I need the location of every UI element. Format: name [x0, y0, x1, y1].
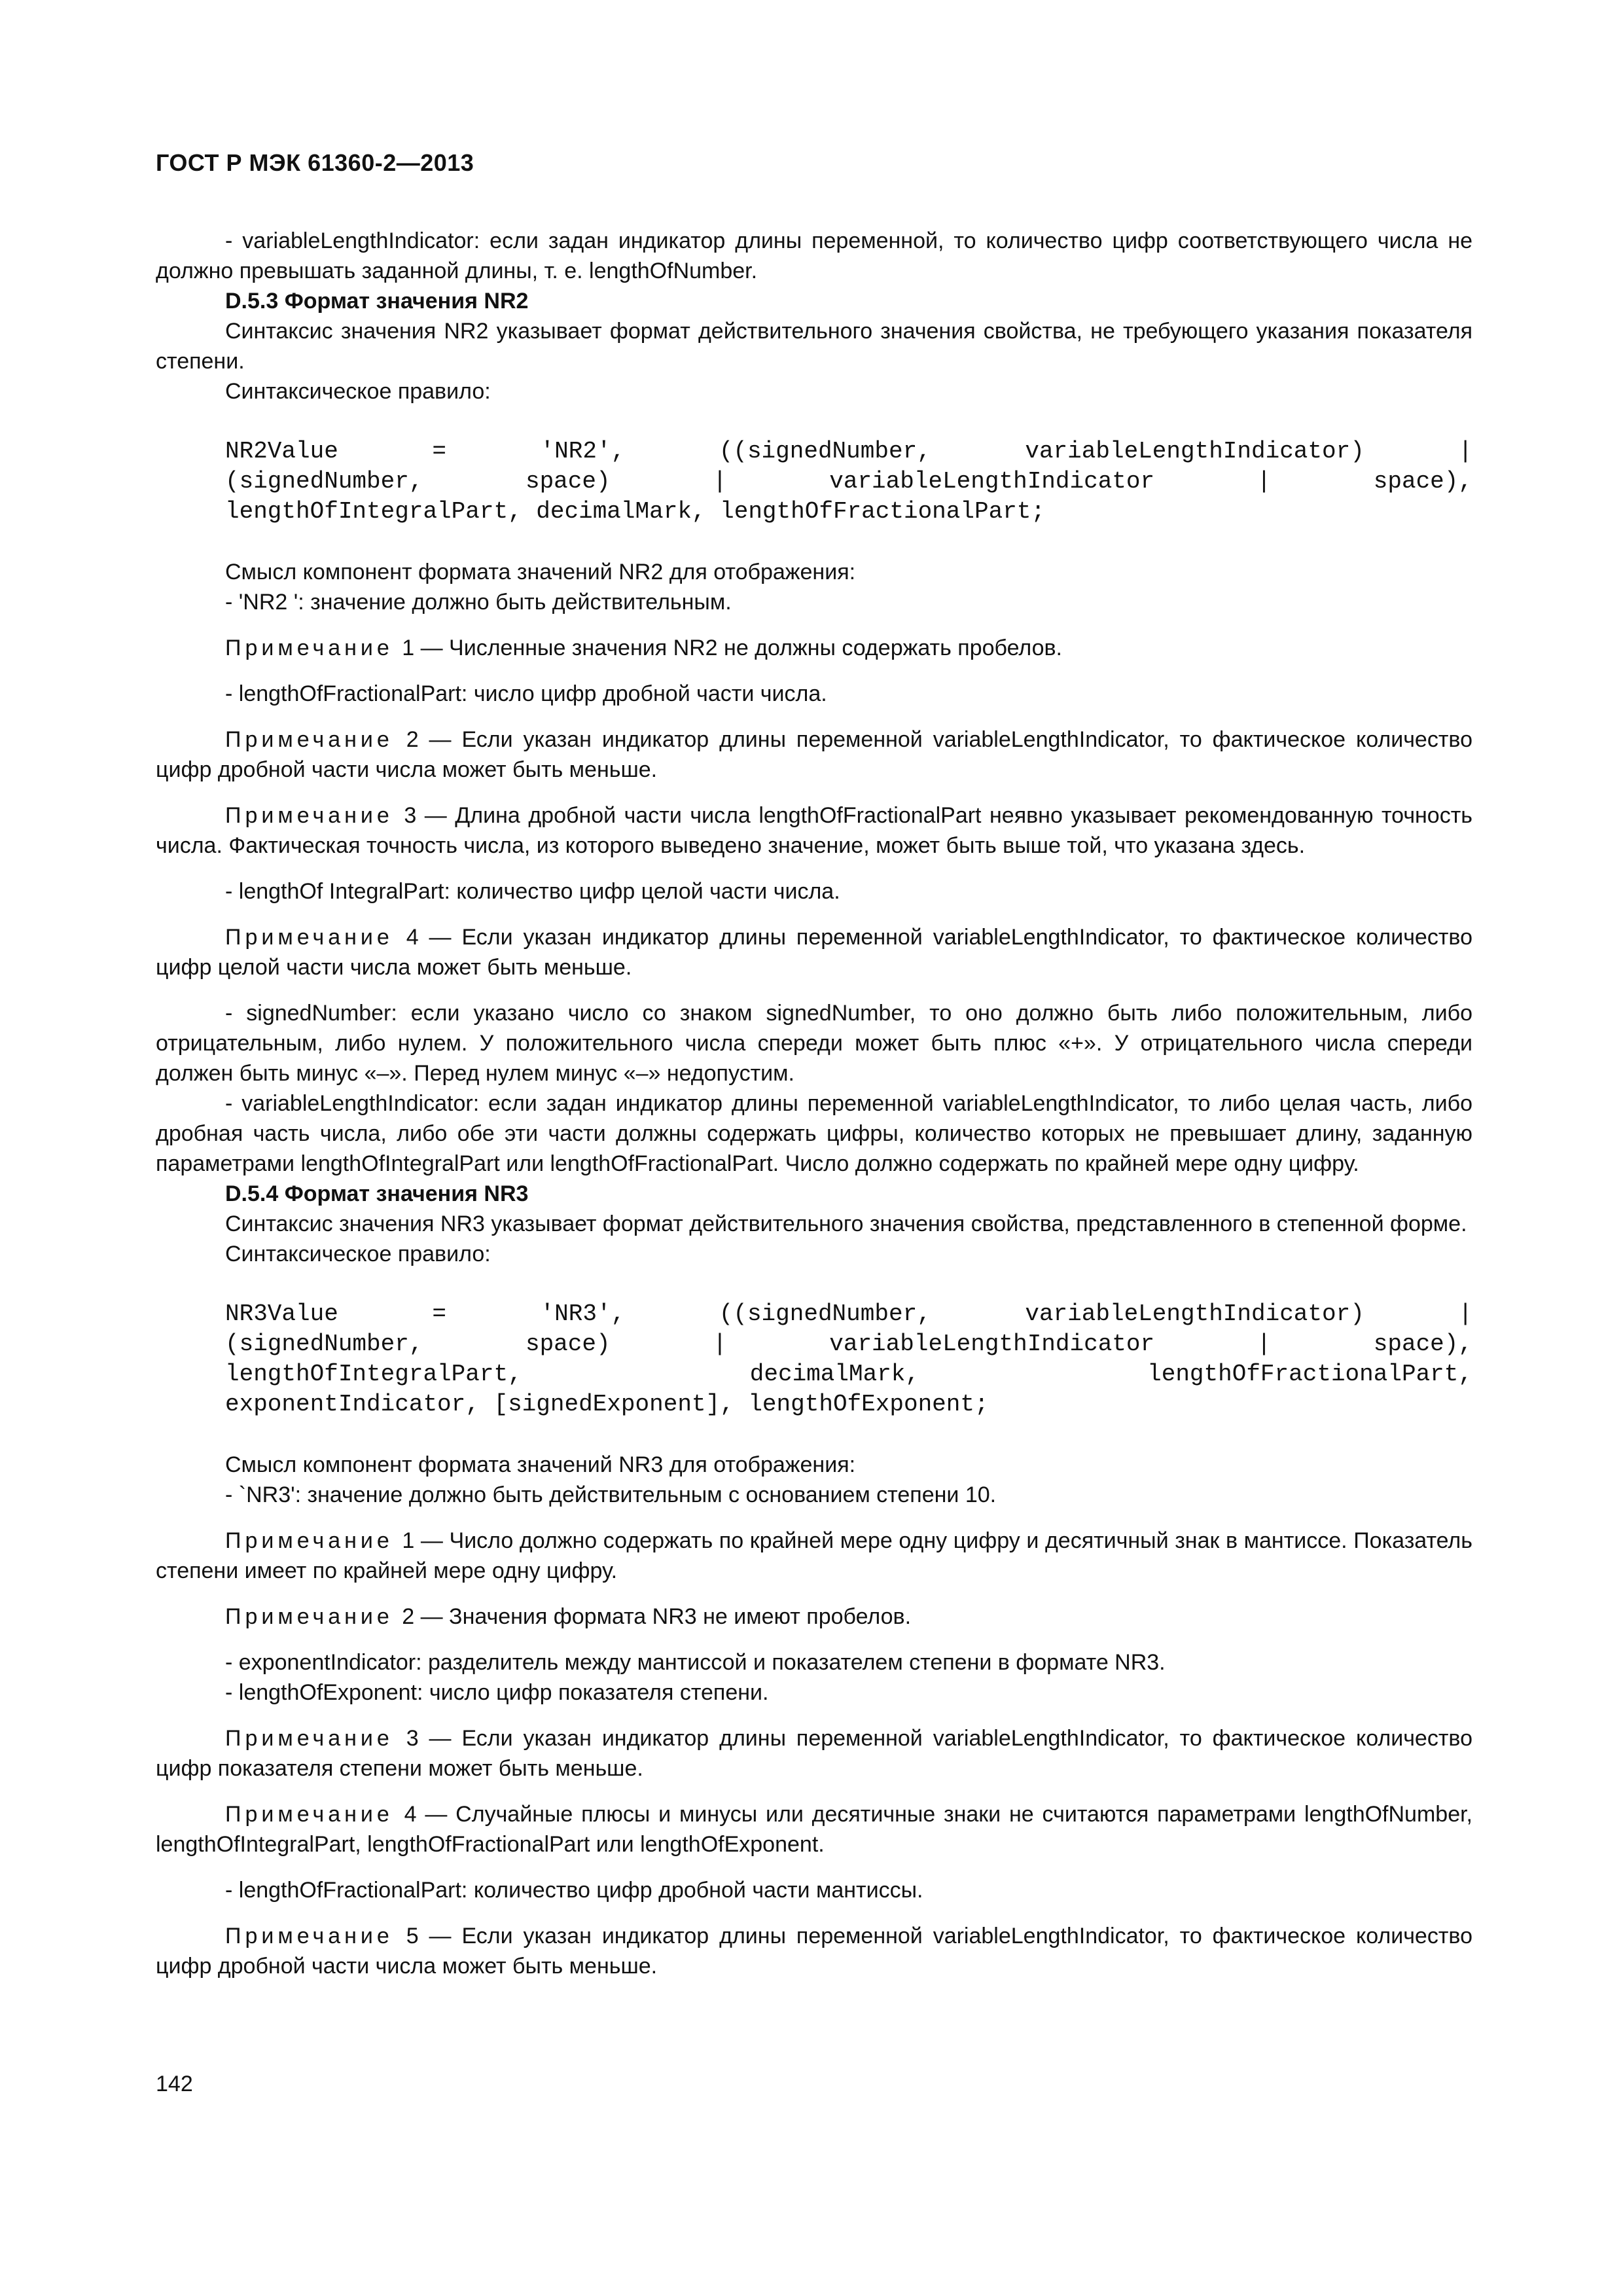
note-label: Примечание: [225, 1924, 393, 1948]
paragraph: Смысл компонент формата значений NR2 для отображения:: [225, 560, 856, 584]
paragraph: - 'NR2 ': значение должно быть действительным.: [225, 590, 732, 615]
note-text: 5 — Если указан индикатор длины переменной variableLengthIndicator, то фактическое количество цифр дробной части числа может быть меньше.: [156, 1924, 1472, 1979]
note-text: 2 — Значения формата NR3 не имеют пробелов.: [402, 1604, 912, 1629]
note: [156, 1921, 1472, 1981]
note: [156, 922, 1472, 982]
paragraph: - signedNumber: если указано число со знаком signedNumber, то оно должно быть либо положительным, либо отрицательным, либо нулем. У положительного числа спереди может быть плюс «+». У отрицательного числа спереди должен быть минус «–». Перед нулем минус «–» недопустим.: [156, 1001, 1472, 1086]
note-text: 3 — Длина дробной части числа lengthOfFractionalPart неявно указывает рекомендованную точность числа. Фактическая точность числа, из которого выведено значение, может быть выше той, что указана здесь.: [156, 803, 1473, 858]
paragraph: - variableLengthIndicator: если задан индикатор длины переменной variableLengthIndicator, то либо целая часть, либо дробная часть числа, либо обе эти части должны содержать цифры, количество которых не превышает длину, заданную параметрами lengthOfIntegralPart или lengthOfFractionalPart. Число должно содержать по крайней мере одну цифру.: [156, 1091, 1472, 1176]
code-line: lengthOfIntegralPart, decimalMark, lengthOfFractionalPart;: [225, 498, 1046, 525]
note-label: Примечание: [225, 636, 393, 660]
note: [156, 1602, 1472, 1632]
section-heading-nr3: D.5.4 Формат значения NR3: [225, 1181, 529, 1206]
note: [156, 1526, 1472, 1586]
note-text: 1 — Численные значения NR2 не должны содержать пробелов.: [402, 636, 1062, 660]
note-label: Примечание: [225, 727, 393, 752]
paragraph: - exponentIndicator: разделитель между мантиссой и показателем степени в формате NR3.: [225, 1650, 1166, 1675]
code-line: (signedNumber, space) | variableLengthIndicator | space),: [225, 1331, 1472, 1357]
code-line: exponentIndicator, [signedExponent], lengthOfExponent;: [225, 1391, 989, 1418]
paragraph: - variableLengthIndicator: если задан индикатор длины переменной, то количество цифр соответствующего числа не должно превышать заданной длины, т. е. lengthOfNumber.: [156, 228, 1472, 283]
paragraph: - lengthOfFractionalPart: количество цифр дробной части мантиссы.: [225, 1878, 923, 1903]
document-body: [156, 226, 1472, 1981]
paragraph: Смысл компонент формата значений NR3 для отображения:: [225, 1452, 856, 1477]
paragraph: - lengthOfExponent: число цифр показателя степени.: [225, 1680, 769, 1705]
section-heading-nr2: D.5.3 Формат значения NR2: [225, 289, 529, 314]
code-line: NR2Value = 'NR2', ((signedNumber, variableLengthIndicator) |: [225, 438, 1472, 465]
paragraph: Синтаксическое правило:: [225, 379, 491, 404]
note-label: Примечание: [225, 1802, 393, 1827]
note-text: 4 — Если указан индикатор длины переменной variableLengthIndicator, то фактическое количество цифр целой части числа может быть меньше.: [156, 925, 1472, 980]
note-text: 1 — Число должно содержать по крайней мере одну цифру и десятичный знак в мантиссе. Показатель степени имеет по крайней мере одну цифру.: [156, 1528, 1472, 1583]
note: [156, 725, 1472, 785]
code-block-nr2: [156, 437, 1472, 527]
paragraph: - lengthOfFractionalPart: число цифр дробной части числа.: [225, 681, 827, 706]
note: [156, 633, 1472, 663]
paragraph: - lengthOf IntegralPart: количество цифр целой части числа.: [225, 879, 840, 904]
code-line: NR3Value = 'NR3', ((signedNumber, variableLengthIndicator) |: [225, 1300, 1472, 1327]
document-header: ГОСТ Р МЭК 61360-2—2013: [156, 149, 474, 176]
note-text: 2 — Если указан индикатор длины переменной variableLengthIndicator, то фактическое количество цифр дробной части числа может быть меньше.: [156, 727, 1472, 782]
note-label: Примечание: [225, 803, 393, 828]
note-label: Примечание: [225, 1528, 393, 1553]
note: [156, 1799, 1472, 1859]
page-number: 142: [156, 2072, 193, 2096]
note: [156, 800, 1472, 861]
note-text: 3 — Если указан индикатор длины переменной variableLengthIndicator, то фактическое количество цифр показателя степени может быть меньше.: [156, 1726, 1472, 1781]
paragraph: Синтаксис значения NR3 указывает формат действительного значения свойства, представленного в степенной форме.: [225, 1211, 1467, 1236]
paragraph: - `NR3': значение должно быть действительным с основанием степени 10.: [225, 1482, 997, 1507]
note-label: Примечание: [225, 925, 393, 950]
note-label: Примечание: [225, 1726, 393, 1751]
code-line: lengthOfIntegralPart, decimalMark, lengthOfFractionalPart,: [225, 1361, 1472, 1388]
paragraph: Синтаксическое правило:: [225, 1242, 491, 1266]
note-text: 4 — Случайные плюсы и минусы или десятичные знаки не считаются параметрами lengthOfNumber, lengthOfIntegralPart, lengthOfFractionalPart или lengthOfExponent.: [156, 1802, 1472, 1857]
paragraph: Синтаксис значения NR2 указывает формат действительного значения свойства, не требующего указания показателя степени.: [156, 319, 1472, 374]
note-label: Примечание: [225, 1604, 393, 1629]
note: [156, 1723, 1472, 1784]
code-line: (signedNumber, space) | variableLengthIndicator | space),: [225, 468, 1472, 495]
code-block-nr3: [156, 1299, 1472, 1420]
